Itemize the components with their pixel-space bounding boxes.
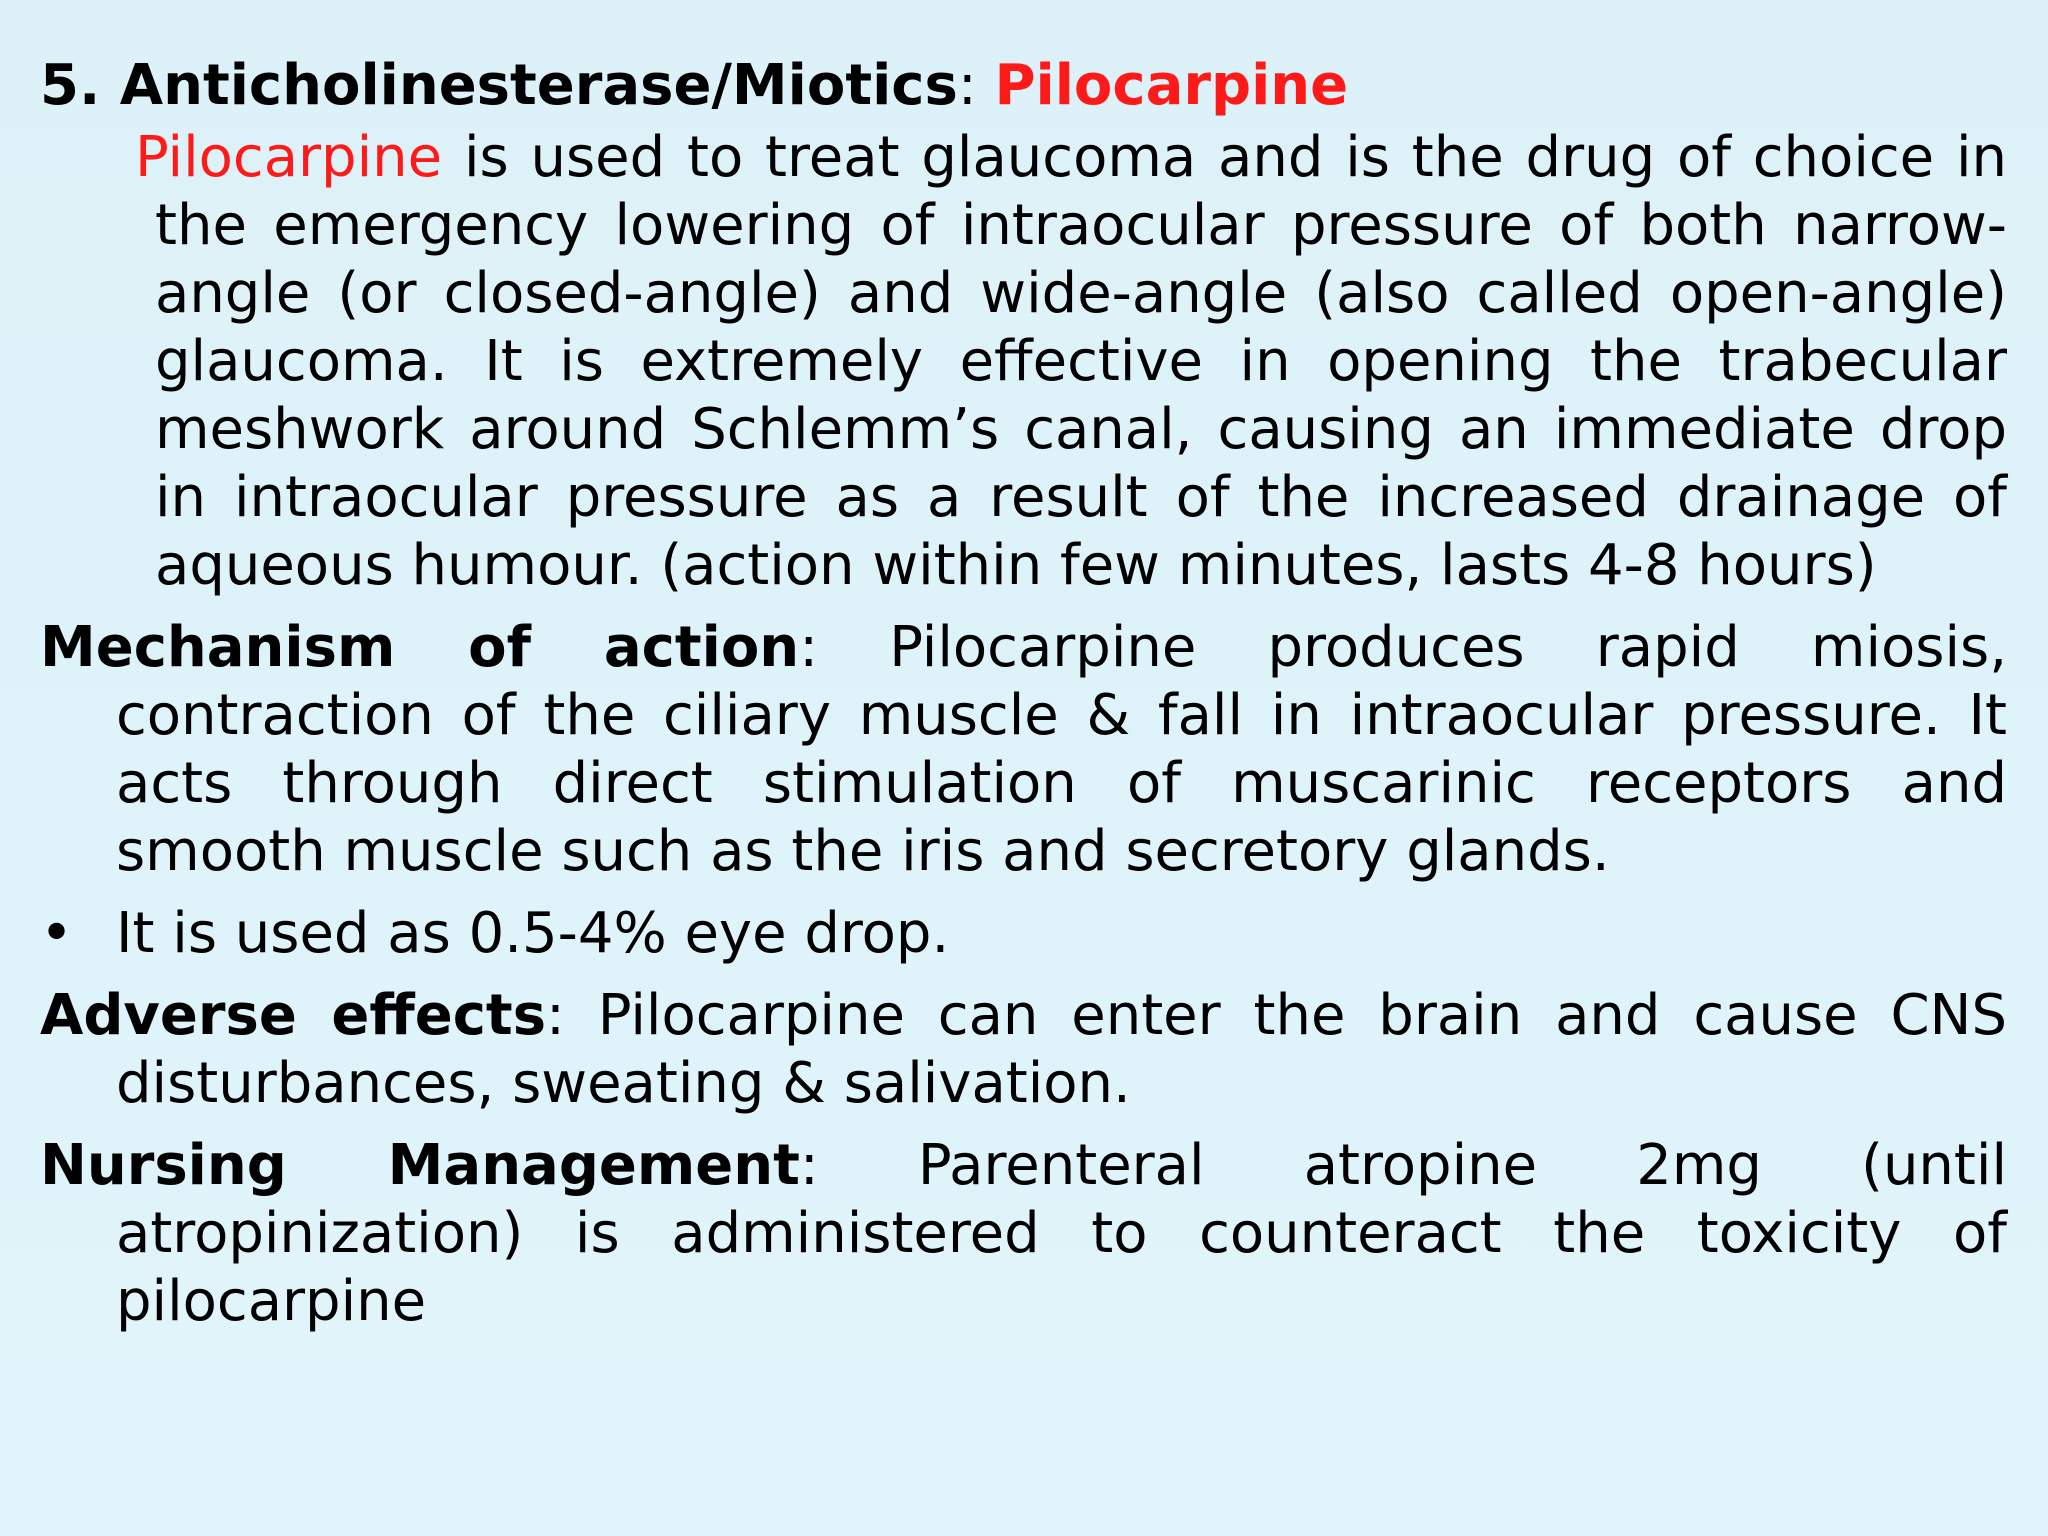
nursing-paragraph <box>40 1132 2007 1336</box>
mechanism-separator: : <box>799 615 890 680</box>
bullet-text: It is used as 0.5-4% eye drop. <box>116 901 950 966</box>
adverse-separator: : <box>546 983 598 1048</box>
nursing-text: Parenteral atropine 2mg (until atropinization) is administered to counteract the toxicity of pilocarpine <box>116 1133 2008 1334</box>
adverse-label: Adverse effects <box>40 983 547 1048</box>
nursing-separator: : <box>799 1133 918 1198</box>
bullet-symbol: • <box>40 901 74 966</box>
intro-text: is used to treat glaucoma and is the drug of choice in the emergency lowering of intraocular pressure of both narrow-angle (or closed-angle) and wide-angle (also called open-angle) glaucoma. It is extremely effective in opening the trabecular meshwork around Schlemm’s canal, causing an immediate drop in intraocular pressure as a result of the increased drainage of aqueous humour. (action within few minutes, lasts 4-8 hours) <box>155 125 2007 598</box>
mechanism-paragraph <box>40 614 2007 886</box>
heading-drug: Pilocarpine <box>994 53 1349 118</box>
heading-separator: : <box>957 53 995 118</box>
slide-heading <box>40 52 2007 120</box>
mechanism-text: Pilocarpine produces rapid miosis, contraction of the ciliary muscle & fall in intraocular pressure. It acts through direct stimulation of muscarinic receptors and smooth muscle such as the iris and secretory glands. <box>116 615 2007 884</box>
nursing-label: Nursing Management <box>40 1133 800 1198</box>
heading-prefix: 5. Anticholinesterase/Miotics <box>40 53 958 118</box>
slide-content <box>40 52 2007 1336</box>
mechanism-label: Mechanism of action <box>40 615 800 680</box>
intro-drug: Pilocarpine <box>135 125 443 190</box>
adverse-paragraph <box>40 982 2007 1118</box>
adverse-text: Pilocarpine can enter the brain and cause CNS disturbances, sweating & salivation. <box>116 983 2007 1116</box>
bullet-item <box>40 900 2007 968</box>
intro-paragraph <box>40 124 2007 600</box>
